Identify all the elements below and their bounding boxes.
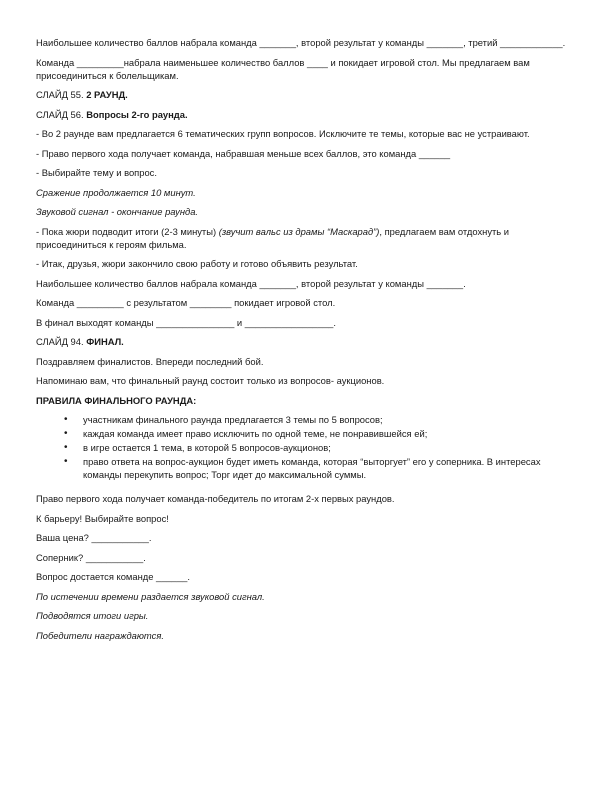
- stage-direction: (звучит вальс из драмы “Маскарад”): [218, 225, 380, 237]
- paragraph-round2-eliminated: Команда _________ с результатом ________ покидает игровой стол.: [36, 297, 336, 308]
- paragraph-results: Подводятся итоги игры.: [36, 610, 149, 621]
- slide-label: СЛАЙД 94.: [36, 336, 87, 347]
- slide-label: СЛАЙД 56.: [36, 108, 87, 120]
- paragraph-choose-topic: - Выбирайте тему и вопрос.: [36, 167, 157, 178]
- rules-list-item: • участникам финального раунда предлагается 3 темы по 5 вопросов;: [83, 413, 576, 426]
- paragraph-your-price: Ваша цена? ___________.: [36, 532, 152, 543]
- paragraph-first-move: - Право первого хода получает команда, набравшая меньше всех баллов, это команда ______: [36, 147, 451, 159]
- slide-title: Вопросы 2-го раунда.: [86, 108, 188, 120]
- slide-56-heading: [36, 108, 576, 121]
- paragraph-battle-duration: Сражение продолжается 10 минут.: [36, 186, 196, 198]
- rules-list: [36, 413, 576, 481]
- paragraph-round2-topics: - Во 2 раунде вам предлагается 6 тематических групп вопросов. Исключите те темы, которые вас не устраивают.: [36, 128, 530, 139]
- text-segment: , предлагаем вам отдохнуть и присоединиться к героям фильма.: [36, 225, 510, 250]
- paragraph-sound-signal: Звуковой сигнал - окончание раунда.: [36, 206, 199, 217]
- paragraph-opponent: Соперник? ___________.: [36, 551, 146, 563]
- paragraph-round2-results: Наибольшее количество баллов набрала команда _______, второй результат у команды _______.: [36, 277, 466, 289]
- paragraph-congrats: Поздравляем финалистов. Впереди последний бой.: [36, 355, 264, 367]
- paragraph-finalists: В финал выходят команды _______________ и _________________.: [36, 316, 336, 328]
- rules-list-item: • в игре остается 1 тема, в которой 5 вопросов-аукционов;: [83, 441, 576, 454]
- rules-heading: ПРАВИЛА ФИНАЛЬНОГО РАУНДА:: [36, 394, 197, 406]
- paragraph-round1-results: Наибольшее количество баллов набрала команда _______, второй результат у команды _______, третий ____________.: [36, 37, 566, 48]
- slide-55-heading: [36, 88, 576, 101]
- slide-title: ФИНАЛ.: [86, 336, 124, 347]
- paragraph-jury-break: [36, 225, 576, 251]
- paragraph-final-first-move: Право первого хода получает команда-победитель по итогам 2-х первых раундов.: [36, 493, 395, 504]
- slide-94-heading: [36, 335, 576, 348]
- paragraph-round1-eliminated: Команда _________набрала наименьшее количество баллов ____ и покидает игровой стол. Мы предлагаем вам присоединиться к болельщикам.: [36, 56, 530, 81]
- paragraph-awards: Победители награждаются.: [36, 629, 164, 641]
- paragraph-final-reminder: Напоминаю вам, что финальный раунд состоит только из вопросов- аукционов.: [36, 375, 385, 386]
- paragraph-jury-done: - Итак, друзья, жюри закончило свою работу и готово объявить результат.: [36, 258, 358, 269]
- rules-list-item: • право ответа на вопрос-аукцион будет иметь команда, которая “выторгует” его у соперника. В интересах команды перекупить вопрос; Торг идет до максимальной суммы.: [83, 455, 576, 481]
- paragraph-to-the-barrier: К барьеру! Выбирайте вопрос!: [36, 512, 169, 524]
- rules-list-item: • каждая команда имеет право исключить по одной теме, не понравившейся ей;: [83, 427, 576, 440]
- paragraph-time-signal: По истечении времени раздается звуковой сигнал.: [36, 590, 265, 602]
- paragraph-question-goes-to: Вопрос достается команде ______.: [36, 571, 190, 582]
- slide-label: СЛАЙД 55.: [36, 89, 87, 100]
- text-segment: - Пока жюри подводит итоги (2-3 минуты): [36, 225, 219, 237]
- slide-title: 2 РАУНД.: [86, 89, 128, 100]
